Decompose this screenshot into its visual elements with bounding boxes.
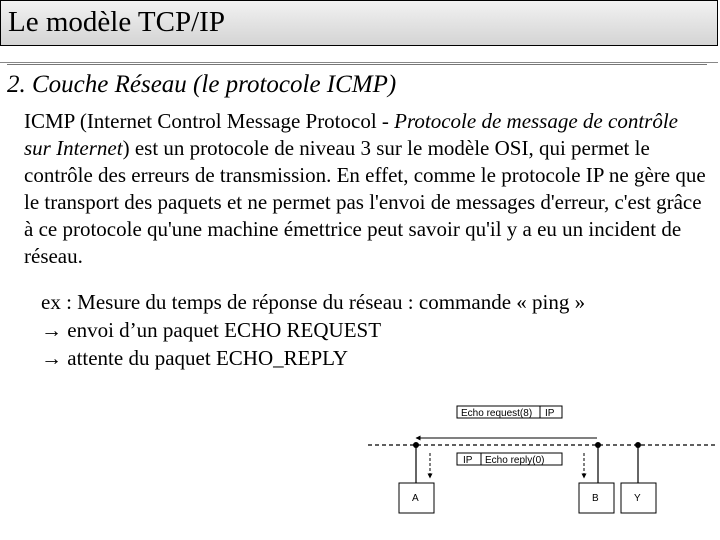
example-line: → envoi d’un paquet ECHO REQUEST <box>41 318 382 342</box>
echo-request-label: Echo request(8) <box>461 408 533 419</box>
echo-reply-label: Echo reply(0) <box>485 455 545 466</box>
host-a-label: A <box>412 493 419 504</box>
example-line: → attente du paquet ECHO_REPLY <box>41 346 349 370</box>
example-block <box>41 288 681 372</box>
paragraph-text-start: ICMP (Internet Control Message Protocol - <box>24 109 395 133</box>
slide-title-bar <box>0 0 718 46</box>
paragraph-italic-translation: Protocole de message de contrôle sur Internet <box>24 109 678 160</box>
description-paragraph <box>24 108 710 270</box>
echo-reply-ip-label: IP <box>463 455 473 466</box>
host-y-label: Y <box>634 493 641 504</box>
section-divider <box>0 62 718 63</box>
slide-title: Le modèle TCP/IP <box>8 6 225 38</box>
example-line: ex : Mesure du temps de réponse du réseau : commande « ping » <box>41 290 586 314</box>
paragraph-text-end: ) est un protocole de niveau 3 sur le modèle OSI, qui permet le contrôle des erreurs de transmission. En effet, comme le protocole IP ne gère que le transport des paquets et ne permet pas l'envoi de messages d'erreur, c'est grâce à ce protocole qu'une machine émettrice peut savoir qu'il y a eu un incident de réseau. <box>24 136 706 268</box>
section-heading: 2. Couche Réseau (le protocole ICMP) <box>7 64 707 104</box>
echo-request-ip-label: IP <box>545 408 555 419</box>
host-b-label: B <box>592 493 599 504</box>
ping-diagram <box>360 395 720 535</box>
